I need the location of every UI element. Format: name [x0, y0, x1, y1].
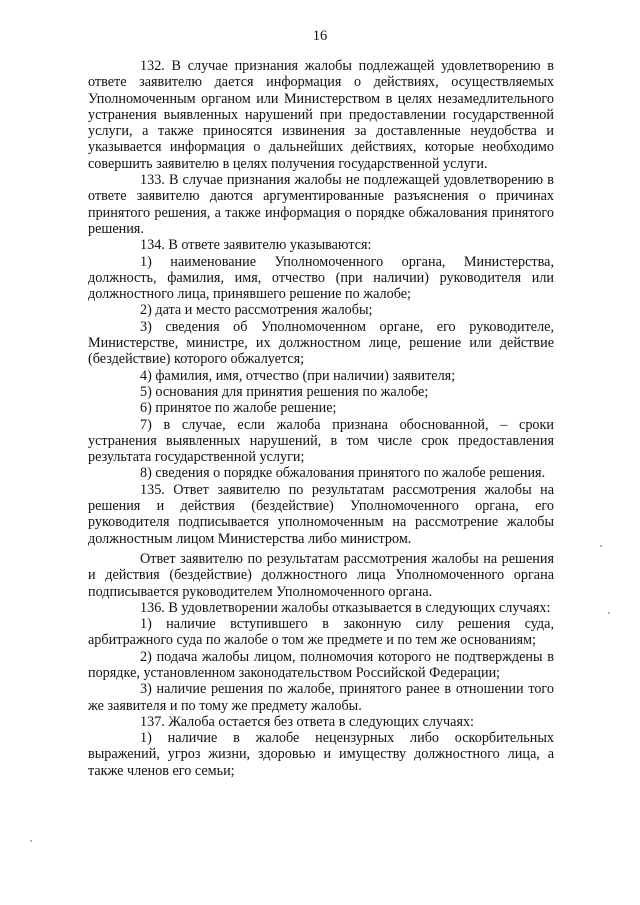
list-item-134-4: 4) фамилия, имя, отчество (при наличии) заявителя;: [140, 367, 456, 384]
list-item-134-2: 2) дата и место рассмотрения жалобы;: [140, 302, 373, 319]
list-item-134-3: 3) сведения об Уполномоченном органе, его руководителе, Министерстве, министре, их должностном лице, решение или действие (бездействие) которого обжалуется;: [88, 318, 554, 368]
list-item-134-6: 6) принятое по жалобе решение;: [140, 400, 337, 417]
paragraph-135-continued: Ответ заявителю по результатам рассмотрения жалобы на решения и действия (бездействие) должностного лица Уполномоченного органа подписывается руководителем Уполномоченного органа.: [88, 550, 554, 600]
list-item-137-1: 1) наличие в жалобе нецензурных либо оскорбительных выражений, угроз жизни, здоровью и имуществу должностного лица, а также членов его семьи;: [88, 730, 554, 779]
scan-speck: [600, 545, 602, 547]
list-item-134-5: 5) основания для принятия решения по жалобе;: [140, 383, 429, 400]
list-item-134-7: 7) в случае, если жалоба признана обоснованной, – сроки устранения выявленных нарушений, в том числе срок предоставления результата государственной услуги;: [88, 416, 554, 466]
list-item-136-2: 2) подача жалобы лицом, полномочия которого не подтверждены в порядке, установленном законодательством Российской Федерации;: [88, 648, 554, 681]
paragraph-132: 132. В случае признания жалобы подлежащей удовлетворению в ответе заявителю дается информация о действиях, осуществляемых Уполномоченным органом или Министерством в целях незамедлительного устранения выявленных нарушений при предоставлении государственной услуги, а также приносятся извинения за доставленные неудобства и указывается информация о дальнейших действиях, которые необходимо совершить заявителю в целях получения государственной услуги.: [88, 58, 554, 172]
list-item-134-8: 8) сведения о порядке обжалования принятого по жалобе решения.: [140, 465, 546, 482]
scan-speck: [30, 840, 32, 842]
list-item-136-1: 1) наличие вступившего в законную силу решения суда, арбитражного суда по жалобе о том же предмете и по тем же основаниям;: [88, 616, 554, 649]
paragraph-135: 135. Ответ заявителю по результатам рассмотрения жалобы на решения и действия (бездействие) Уполномоченного органа, его руководителя подписывается уполномоченным на рассмотрение жалобы должностным лицом Министерства либо министром.: [88, 481, 554, 547]
paragraph-133: 133. В случае признания жалобы не подлежащей удовлетворению в ответе заявителю даются аргументированные разъяснения о причинах принятого решения, а также информация о порядке обжалования принятого решения.: [88, 172, 554, 237]
scan-speck: [608, 612, 610, 614]
paragraph-134: 134. В ответе заявителю указываются:: [140, 237, 372, 254]
list-item-134-1: 1) наименование Уполномоченного органа, Министерства, должность, фамилия, имя, отчество (при наличии) руководителя или должностного лица, принявшего решение по жалобе;: [88, 253, 554, 303]
document-body: [88, 58, 554, 779]
paragraph-137: 137. Жалоба остается без ответа в следующих случаях:: [140, 713, 475, 730]
page-number: 16: [312, 28, 328, 44]
paragraph-136: 136. В удовлетворении жалобы отказывается в следующих случаях:: [140, 599, 551, 616]
list-item-136-3: 3) наличие решения по жалобе, принятого ранее в отношении того же заявителя и по тому же предмету жалобы.: [88, 681, 554, 714]
